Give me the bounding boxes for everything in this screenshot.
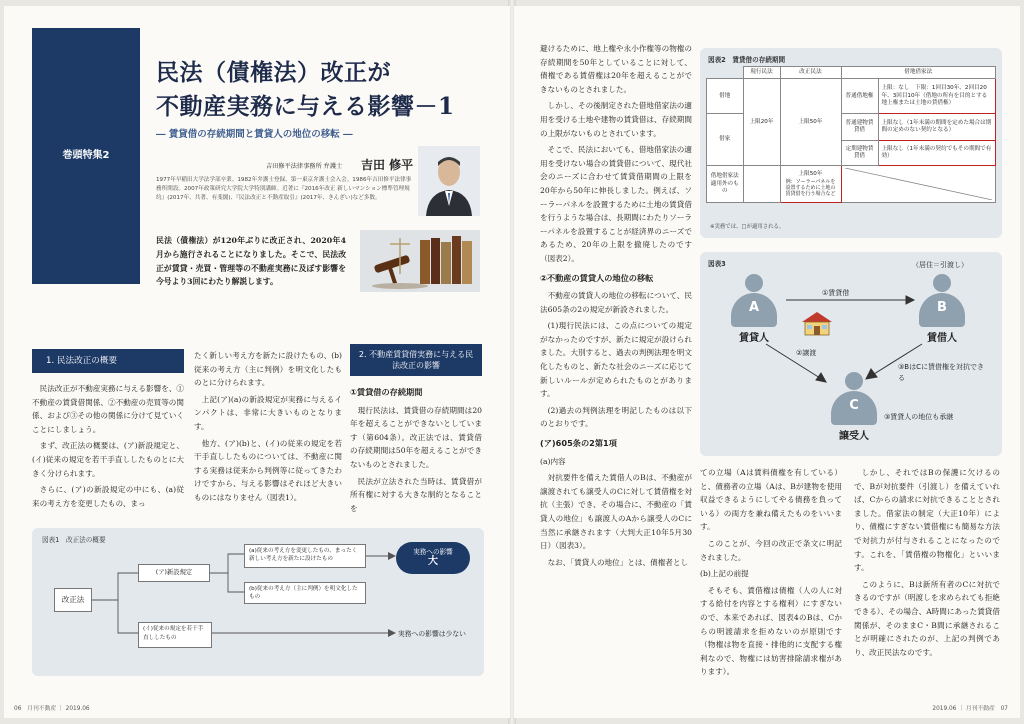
section1-paragraph: さらに、(ア)の新設規定の中にも、(a)従来の考え方を変更したもの、まっ (32, 485, 184, 508)
figure2-diagonal-line (845, 168, 993, 200)
section1-column (32, 382, 184, 513)
figure2-other-upper: 上限50年 (798, 171, 823, 178)
figure3-lessee-letter: B (919, 293, 965, 327)
figure3-lessor-role: 賃貸人 (739, 333, 769, 344)
right-col1-paragraph: 避けるために、地上権や永小作権等の物権の存続期間を50年としていることに対して、債権である賃借権は20年を超えることができないものとされました。 (540, 44, 692, 94)
figure3-lessor-letter: A (731, 293, 777, 327)
figure2-current-upper: 上限20年 (743, 79, 780, 166)
right-col3-paragraph: しかし、それではBの保護に欠けるので、Bが対抗要件（引渡し）を備えていれば、Cからの請求に対抗できることとされました。借家法の制定（大正10年）により、債権にすぎない賃借権にも簡易な方法で対抗力が付与されることになったのです。これを、「賃借権の物権化」といいます。 (854, 468, 1000, 573)
figure2-ordinary-house: 普通建物賃貸借 (841, 114, 878, 141)
article-title-line1: 民法（債権法）改正が (156, 59, 391, 86)
figure3-lessor (724, 274, 784, 344)
figure1-label: 図表1 改正法の概要 (42, 536, 106, 544)
section2-paragraph: 民法が立法された当時は、賃貸借が所有権に対する大きな制約となることを (350, 476, 482, 513)
figure2-row-other: 借地借家法適用外のもの (707, 166, 744, 203)
section2-subheading: ①賃貸借の存続期間 (350, 387, 423, 397)
figure2-header-lease-law: 借地借家法 (841, 67, 996, 79)
figure2-fixed-house-text: 上限なし（1年未満の契約でもその期間で有効） (878, 141, 996, 166)
figure2-header-revised: 改正民法 (780, 67, 841, 79)
figure2-lease-periods (700, 48, 1002, 238)
section2-paragraph: 現行民法は、賃貸借の存続期間は20年を超えることができないとしています（第604条）。改正法では、賃貸借の存続期間は50年を超えることができないものとされました。 (350, 405, 482, 469)
person-icon (933, 274, 951, 292)
person-icon (745, 274, 763, 292)
figure2-ordinary-land: 普通借地権 (841, 79, 878, 114)
left-column-2 (194, 349, 342, 508)
section1-paragraph: 民法改正が不動産実務に与える影響を、①不動産の賃貸借関係、②不動産の売買等の関係、および③その他の関係に分けて見ていくことにしましょう。 (32, 384, 184, 434)
column2-paragraph: 上記(ア)(a)の新設規定が実務に与えるインパクトは、非常に大きいものとなります。 (194, 394, 342, 431)
figure3-arrow-succession: ③賃貸人の地位も承継 (884, 413, 954, 421)
series-tag-band (32, 28, 140, 284)
right-column-1 (540, 42, 692, 572)
figure2-ordinary-house-text: 上限なし（1年未満の期間を定めた場合は期間の定めのない契約となる） (878, 114, 996, 141)
figure3-arrow-lease: ①賃貸借 (822, 289, 850, 297)
figure1-impact-large-label: 実務への影響 (413, 548, 453, 556)
figure2-other-cell (780, 166, 841, 203)
figure2-revised-upper: 上限50年 (780, 79, 841, 166)
right-col3-paragraph: このように、Bは新所有者のCに対抗できるのですが（明渡しを求められても拒絶できる）、その場合、A時間にあった賃貸借関係が、そのままC・B間に承継されることが明確にされたのが、上記の判例であり、改正民法なのです。 (854, 579, 1000, 657)
section1-paragraph: まず、改正法の概要は、(ア)新設規定と、(イ)従来の規定を若干手直ししたものとに大きく分けられます。 (32, 441, 184, 478)
figure3-assignee-letter: C (831, 391, 877, 425)
right-col1-paragraph: (1)現行民法には、この点についての規定がなかったのですが、新たに規定が設けられました。大別すると、過去の判例法理を明文化したものと、新たな社会のニーズに応じて新しいルールが定められたものとがあります。 (540, 321, 692, 399)
right-col1-paragraph: しかし、その後制定された借地借家法の適用を受ける土地や建物の賃貸借は、存続期間の上限がないものとされています。 (540, 101, 692, 138)
author-affiliation: 吉田修平法律事務所 弁護士 (266, 163, 343, 170)
figure2-label: 図表2 賃貸借の存続期間 (708, 56, 786, 64)
right-column-2 (700, 466, 842, 682)
right-col1-paragraph: なお、「賃貸人の地位」とは、債権者とし (547, 557, 689, 567)
right-page (514, 6, 1020, 718)
figure3-arrow-transfer: ②譲渡 (796, 349, 817, 357)
figure2-other-example: 例：ソーラーパネルを設置するために土地の賃貸借を行う場合など (785, 178, 836, 198)
lead-paragraph: 民法（債権法）が120年ぶりに改正され、2020年4月から施行されることになりました。そこで、民法改正が賃貸・売買・管理等の不動産実務に及ぼす影響を今号より3回にわたり解説します。 (156, 236, 346, 287)
figure3-arrow-oppose: ③BはCに賃借権を対抗できる (898, 363, 984, 382)
figure1-impact-large-value: 大 (428, 556, 438, 567)
right-col1-paragraph: 対抗要件を備えた賃借人のBは、不動産が譲渡されても譲受人のCに対して賃借権を対抗（主張）でき、その場合に、不動産の「賃貸人の地位」も譲渡人のAから譲受人のCに当然に承継されます（大判大正10年5月30日）（図表3）。 (540, 473, 692, 551)
figure1-impact-small: 実務への影響は少ない (398, 630, 466, 638)
figure1-a-node: (a)従来の考え方を変更したもの、まったく新しい考え方を新たに設けたもの (244, 544, 366, 568)
figure1-b-node: (b)従来の考え方（主に判例）を明文化したもの (244, 582, 366, 604)
figure2-row-land: 借地 (707, 79, 744, 114)
section1-heading: 1. 民法改正の概要 (32, 349, 184, 373)
right-col1-paragraph: そこで、民法においても、借地借家法の適用を受けない場合の賃貸借について、現代社会のニーズに合わせて賃貸借期間の上限を20年から50年に伸長しました。例えば、ソーラーパネルを設置するために土地の賃貸借を行うような場合は、長期間にわたりソーラーパネルを設置することが経済界のニーズであるため、20年の上限を撤廃したのです（図表2）。 (540, 145, 692, 263)
figure1-new-rules-node: (ア)新設規定 (138, 564, 210, 582)
figure2-note: ※実務では、□が適用される。 (710, 224, 785, 230)
right-column-3 (854, 466, 1000, 662)
author-bio: 1977年早稲田大学法学部卒業。1982年弁護士登録、第一東京弁護士会入会。1986年吉田修平法律事務所開設。2007年政策研究大学院大学特別講師。近著に『2016年改正 新しいマンション標準管理規約』(2017年、共著、有斐閣)、『民法改正と不動産取引』(2017年、きんざい)など多数。 (156, 177, 412, 201)
figure1-revised-node: (イ)従来の規定を若干手直ししたもの (138, 622, 212, 648)
figure2-ordinary-land-text: 上限：なし 下限：1回目30年、2回目20年、3回目10年（借地の所有を目的とする地上権または土地の賃借権） (878, 79, 996, 114)
right-col2-paragraph: このことが、今回の改正で条文に明記されました。 (700, 538, 842, 562)
section2-heading: 2. 不動産賃貸借実務に与える民法改正の影響 (350, 344, 482, 376)
figure2-header-current: 現行民法 (743, 67, 780, 79)
figure3-lessee (912, 274, 972, 344)
left-footer: 06 月刊不動産 ｜ 2019.06 (14, 706, 90, 712)
left-page (4, 6, 510, 718)
figure1-impact-large (396, 542, 470, 574)
figure2-table (706, 66, 996, 203)
figure1-root-node: 改正法 (54, 588, 92, 612)
figure3-label: 図表3 (708, 260, 726, 268)
right-col1-paragraph: (2)過去の判例法理を明記したものは以下のとおりです。 (540, 405, 692, 429)
figure3-lessee-role: 賃借人 (927, 333, 957, 344)
person-icon (845, 372, 863, 390)
figure2-row-house: 借家 (707, 114, 744, 166)
right-col1-paragraph: 不動産の賃貸人の地位の移転について、民法605条の2の規定が新設されました。 (540, 291, 692, 314)
right-subheading-2: ②不動産の賃貸人の地位の移転 (540, 272, 654, 283)
figure2-fixed-house: 定期建物賃貸借 (841, 141, 878, 166)
figure1-overview (32, 528, 484, 676)
column2-paragraph: 他方、(ア)(b)と、(イ)の従来の規定を若干手直ししたものについては、不動産に関する実務は従来から判例等に従ってきたわけですから、与える影響はそれほど大きいものにはなりません（図表1）。 (194, 438, 342, 502)
author-name: 吉田 修平 (361, 158, 414, 172)
figure3-assignee-role: 譲受人 (839, 431, 869, 442)
series-tag: 巻頭特集2 (62, 150, 110, 161)
right-col2-paragraph: ての立場（Aは賃料債権を有している）と、債務者の立場（Aは、Bが建物を使用収益できるようにしてやる債務を負っている）の両方を兼ね備えたものをいいます。 (700, 468, 842, 532)
right-footer: 2019.06 ｜ 月刊不動産 07 (932, 706, 1008, 712)
figure3-occupancy-note: （居住＝引渡し） (912, 261, 968, 269)
article-subtitle: ― 賃貸借の存続期間と賃貸人の地位の移転 ― (156, 129, 353, 140)
column2-paragraph: たく新しい考え方を新たに設けたもの、(b)従来の考え方（主に判例）を明文化したものとに分けられます。 (194, 351, 342, 388)
figure3-assignee (824, 372, 884, 442)
article-title-line2: 不動産実務に与える影響－1 (156, 93, 455, 120)
gavel-books-photo (360, 230, 480, 292)
section2-column (350, 384, 482, 518)
author-portrait (418, 146, 480, 216)
article-subheading: (ア)605条の2第1項 (540, 438, 617, 449)
right-col2-paragraph: そもそも、賃借権は債権（人の人に対する給付を内容とする権利）にすぎないので、本来であれば、図表4のBは、Cからの明渡請求を拒めないのが原則です（物権は物を直接・排他的に支配する権利なので、物権には妨害排除請求権があります）。 (700, 585, 842, 677)
house-icon (800, 310, 834, 336)
right-col2-sublabel: (b)上記の前提 (700, 569, 749, 579)
article-sub-label: (a)内容 (540, 456, 566, 466)
figure3-lessor-transfer (700, 252, 1002, 456)
